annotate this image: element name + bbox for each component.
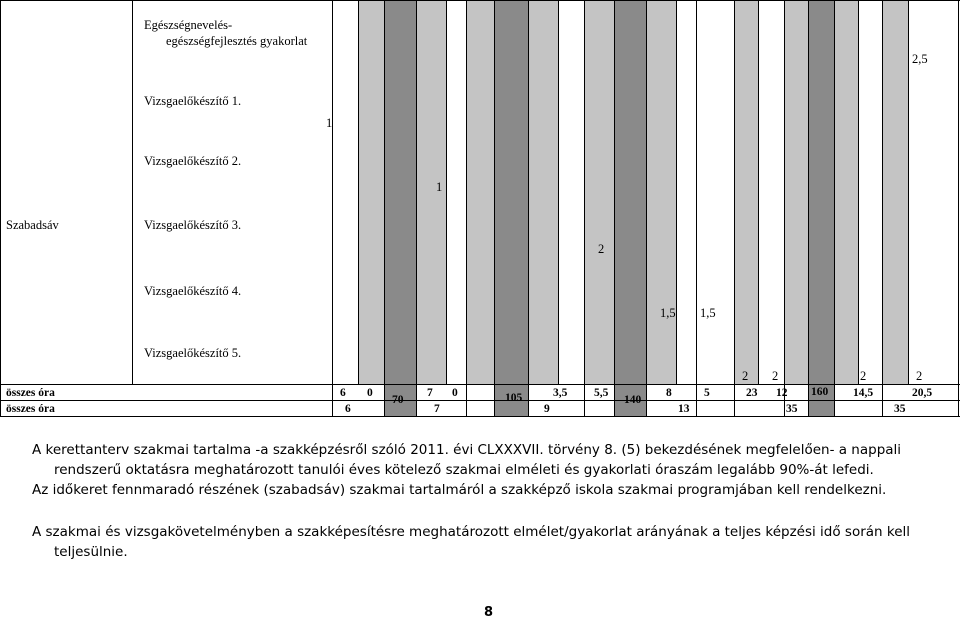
- shaded-column: [734, 0, 758, 384]
- row-value: 2: [772, 369, 779, 383]
- shaded-column: [466, 0, 494, 384]
- paragraph-line: A szakmai és vizsgakövetelményben a szakképesítésre meghatározott elmélet/gyakorlat arányának a teljes képzési idő során kell: [32, 524, 911, 540]
- row-label: Vizsgaelőkészítő 3.: [144, 218, 242, 232]
- shaded-column: [646, 0, 676, 384]
- shaded-column: [614, 0, 646, 416]
- total-value: 7: [434, 403, 440, 415]
- row-value: 1,5: [660, 306, 676, 320]
- row-label: Egészségnevelés-: [144, 18, 233, 32]
- shaded-column: [584, 0, 614, 384]
- total-value: 14,5: [853, 387, 874, 399]
- shaded-column: [494, 0, 528, 416]
- shaded-column: [384, 0, 416, 416]
- row-value: 2: [860, 369, 867, 383]
- totals-label: összes óra: [6, 387, 55, 399]
- total-value: 0: [367, 387, 373, 399]
- total-value: 20,5: [912, 387, 933, 399]
- row-value: 2: [742, 369, 749, 383]
- row-value: 1,5: [700, 306, 716, 320]
- total-value: 6: [340, 387, 346, 399]
- body-paragraph: [32, 522, 928, 562]
- total-value: 0: [452, 387, 458, 399]
- total-value: 5,5: [594, 387, 609, 399]
- paragraph-line: A kerettanterv szakmai tartalma -a szakképzésről szóló 2011. évi CLXXXVII. törvény 8. (5) bekezdésének megfelelően- a nappali: [32, 442, 902, 458]
- total-value: 7: [427, 387, 433, 399]
- section-label: Szabadsáv: [6, 218, 59, 232]
- total-value: 3,5: [553, 387, 568, 399]
- row-value: 2: [598, 242, 605, 256]
- total-value: 160: [811, 386, 829, 398]
- paragraph-line: teljesülnie.: [54, 544, 128, 560]
- total-value: 6: [345, 403, 351, 415]
- shaded-column: [808, 0, 834, 416]
- total-value: 8: [666, 387, 672, 399]
- totals-label: összes óra: [6, 403, 55, 415]
- shaded-column: [882, 0, 908, 384]
- total-value: 23: [746, 387, 758, 399]
- row-label: Vizsgaelőkészítő 2.: [144, 154, 242, 168]
- paragraph-line: rendszerű oktatásra meghatározott tanulói éves kötelező szakmai elméleti és gyakorlati óraszám legalább 90%-át lefedi.: [54, 462, 874, 478]
- page-number: 8: [484, 605, 494, 620]
- total-value: 13: [678, 403, 690, 415]
- row-label: Vizsgaelőkészítő 1.: [144, 94, 242, 108]
- shaded-column: [528, 0, 558, 384]
- total-value: 35: [786, 403, 798, 415]
- shaded-column: [358, 0, 384, 384]
- total-value: 9: [544, 403, 550, 415]
- row-label: Vizsgaelőkészítő 5.: [144, 346, 242, 360]
- row-value: 1: [436, 180, 443, 194]
- row-value: 2,5: [912, 52, 928, 66]
- shaded-column: [834, 0, 858, 384]
- total-value: 35: [894, 403, 906, 415]
- row-label: egészségfejlesztés gyakorlat: [166, 34, 308, 48]
- total-value: 5: [704, 387, 710, 399]
- body-paragraph: [32, 440, 928, 500]
- paragraph-line: Az időkeret fennmaradó részének (szabadsáv) szakmai tartalmáról a szakképző iskola szakmai programjában kell rendelkezni.: [32, 482, 887, 498]
- total-value: 140: [624, 394, 642, 406]
- row-label: Vizsgaelőkészítő 4.: [144, 284, 242, 298]
- row-value: 2: [916, 369, 923, 383]
- shaded-column: [784, 0, 808, 384]
- row-value: 1: [326, 116, 333, 130]
- total-value: 70: [392, 394, 404, 406]
- total-value: 105: [505, 392, 523, 404]
- total-value: 12: [776, 387, 788, 399]
